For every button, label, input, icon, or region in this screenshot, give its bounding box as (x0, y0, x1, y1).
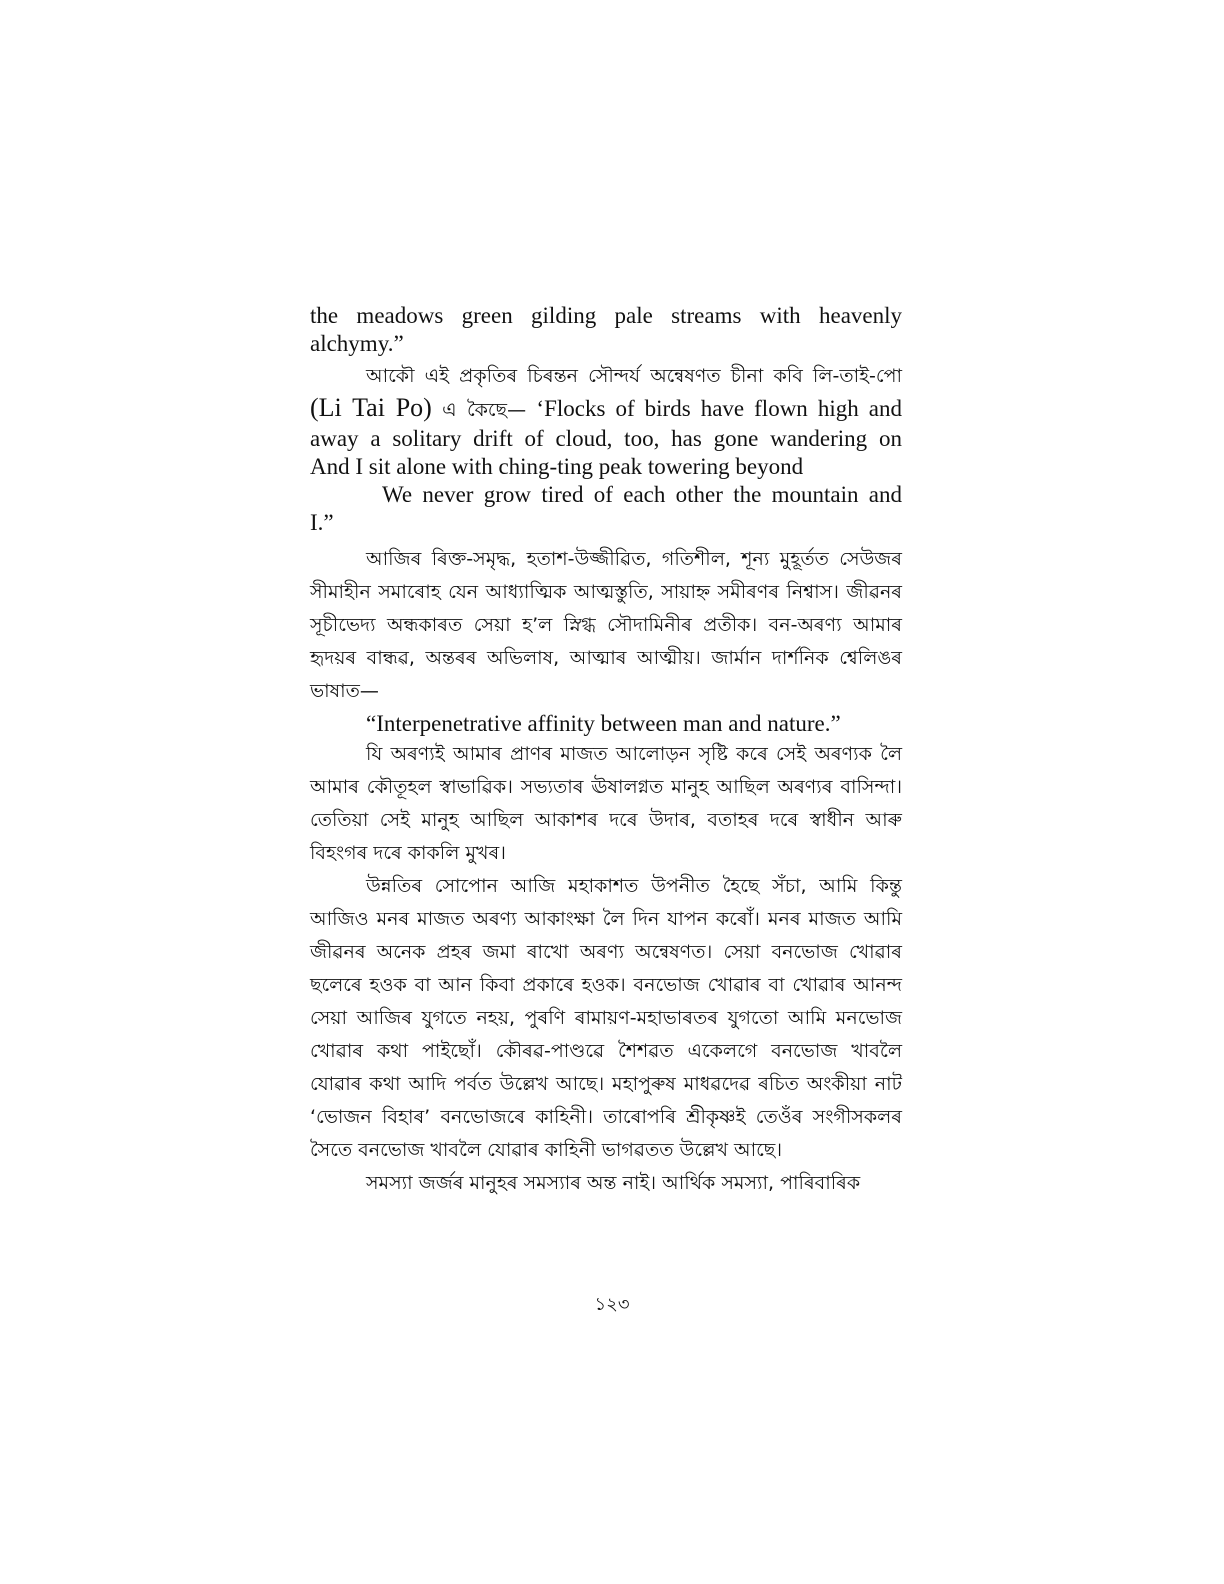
li-tai-po-quote-line (310, 393, 902, 425)
poem-line-we-never: We never grow tired of each other the mountain and (382, 482, 902, 507)
poem-line-end: I.” (310, 510, 334, 535)
li-tai-po-name: (Li Tai Po) (310, 393, 432, 422)
quote-flocks: ‘Flocks of birds have flown high and (536, 396, 902, 421)
poem-line-and-i-sit: And I sit alone with ching-ting peak towering beyond (310, 454, 804, 479)
quote-interpenetrative: “Interpenetrative affinity between man and nature.” (366, 711, 841, 736)
paragraph-ji-oranyai: যি অৰণ্যই আমাৰ প্ৰাণৰ মাজত আলোড়ন সৃষ্টি কৰে সেই অৰণ্যক লৈ আমাৰ কৌতূহল স্বাভাৱিক। সভ্যতাৰ ঊষালগ্নত মানুহ আছিল অৰণ্যৰ বাসিন্দা। তেতিয়া সেই মানুহ আছিল আকাশৰ দৰে উদাৰ, বতাহৰ দৰে স্বাধীন আৰু বিহংগৰ দৰে কাকলি মুখৰ। (310, 743, 902, 864)
page-number: ১২৩ (594, 1294, 630, 1315)
bn-said-phrase: এ কৈছে— (431, 399, 537, 421)
body-text (310, 302, 902, 1200)
poem-line-away: away a solitary drift of cloud, too, has gone wandering on (310, 426, 902, 451)
paragraph-ajir: আজিৰ ৰিক্ত-সমৃদ্ধ, হতাশ-উজ্জীৱিত, গতিশীল, শূন্য মুহূৰ্তত সেউজৰ সীমাহীন সমাৰোহ যেন আধ্যাত্মিক আত্মস্তুতি, সায়াহ্ন সমীৰণৰ নিশ্বাস। জীৱনৰ সূচীভেদ্য অন্ধকাৰত সেয়া হ’ল স্নিগ্ধ সৌদামিনীৰ প্ৰতীক। বন-অৰণ্য আমাৰ হৃদয়ৰ বান্ধৱ, অন্তৰৰ অভিলাষ, আত্মাৰ আত্মীয়। জাৰ্মান দাৰ্শনিক শ্বেলিঙৰ ভাষাত— (310, 548, 902, 702)
english-line-alchymy: alchymy.” (310, 331, 404, 356)
paragraph-unnatir: উন্নতিৰ সোপোন আজি মহাকাশত উপনীত হৈছে সঁচা, আমি কিন্তু আজিও মনৰ মাজত অৰণ্য আকাংক্ষা লৈ দিন যাপন কৰোঁ। মনৰ মাজত আমি জীৱনৰ অনেক প্ৰহৰ জমা ৰাখো অৰণ্য অন্বেষণত। সেয়া বনভোজ খোৱাৰ ছলেৰে হওক বা আন কিবা প্ৰকাৰে হওক। বনভোজ খোৱাৰ বা খোৱাৰ আনন্দ সেয়া আজিৰ যুগতে নহয়, পুৰণি ৰামায়ণ-মহাভাৰতৰ যুগতো আমি মনভোজ খোৱাৰ কথা পাইছোঁ। কৌৰৱ-পাণ্ডৱে শৈশৱত একেলগে বনভোজ খাবলৈ যোৱাৰ কথা আদি পৰ্বত উল্লেখ আছে। মহাপুৰুষ মাধৱদেৱ ৰচিত অংকীয়া নাট ‘ভোজন বিহাৰ’ বনভোজৰে কাহিনী। তাৰোপৰি শ্ৰীকৃষ্ণই তেওঁৰ সংগীসকলৰ সৈতে বনভোজ খাবলৈ যোৱাৰ কাহিনী ভাগৱতত উল্লেখ আছে। (310, 875, 902, 1161)
paragraph-samasya: সমস্যা জৰ্জৰ মানুহৰ সমস্যাৰ অন্ত নাই। আৰ্থিক সমস্যা, পাৰিবাৰিক (366, 1172, 861, 1194)
english-line-meadows: the meadows green gilding pale streams with heavenly (310, 303, 902, 328)
paragraph-li-tai-po-intro: আকৌ এই প্ৰকৃতিৰ চিৰন্তন সৌন্দৰ্য অন্বেষণত চীনা কবি লি-তাই-পো (366, 365, 902, 387)
